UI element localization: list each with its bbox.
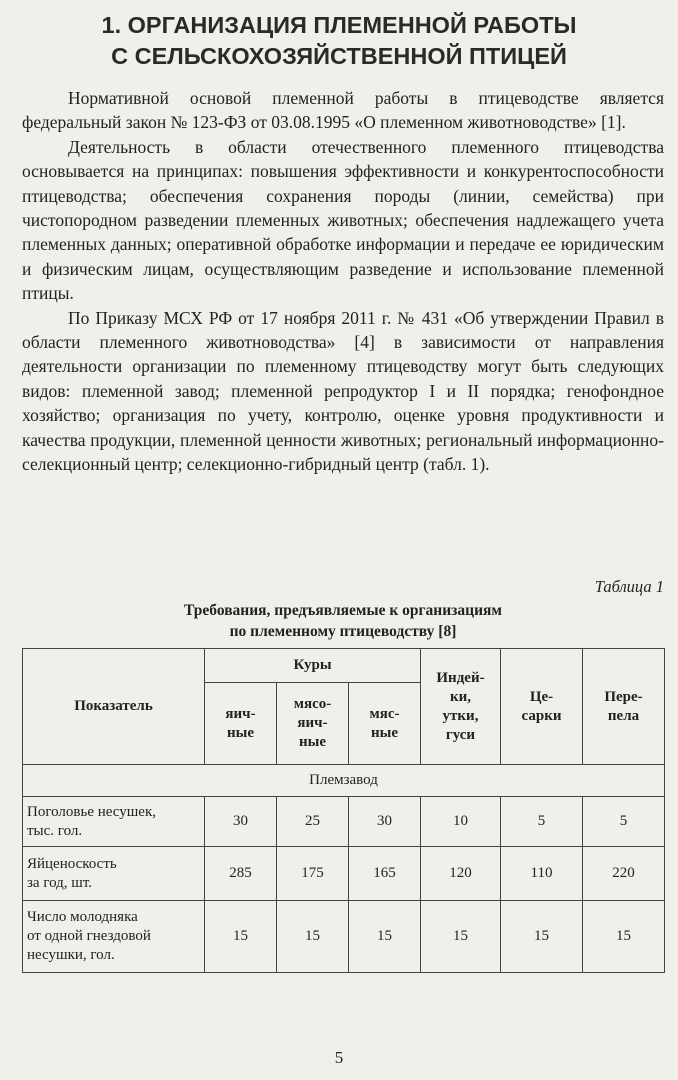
header-meat-egg-text: мясо- яич- ные — [293, 696, 332, 750]
header-turkeys-text: Индей- ки, утки, гуси — [436, 669, 485, 743]
header-meat-chickens — [349, 683, 421, 765]
table-cell: 120 — [421, 847, 501, 901]
table-cell: 15 — [349, 901, 421, 973]
requirements-table — [22, 648, 665, 973]
chapter-heading — [0, 10, 678, 72]
header-meat-egg-chickens — [277, 683, 349, 765]
body-text — [22, 86, 664, 477]
table-cell: 110 — [501, 847, 583, 901]
table-cell: 15 — [205, 901, 277, 973]
table-cell: 15 — [277, 901, 349, 973]
page-number: 5 — [334, 1048, 344, 1067]
header-turkeys-ducks-geese — [421, 649, 501, 765]
paragraph-2: Деятельность в области отечественного племенного птицеводства основывается на принципах: повышения эффективности и конкурентоспособности птицеводства; обеспечения сохранения породы (линии, семейства) при чистопородном разведении племенных животных; обеспечения надлежащего учета племенных данных; оперативной обработке информации и передаче ее юридическим и физическим лицам, осуществляющим разведение и использование племенной птицы. — [22, 136, 664, 304]
table-cell: 285 — [205, 847, 277, 901]
header-meat-text: мяс- ные — [369, 705, 400, 741]
row-label — [23, 847, 205, 901]
header-egg-chickens — [205, 683, 277, 765]
table-cell: 30 — [205, 797, 277, 847]
row-label-text: Яйценоскость за год, шт. — [27, 855, 117, 891]
header-guinea-fowl — [501, 649, 583, 765]
paragraph-1: Нормативной основой племенной работы в птицеводстве является федеральный закон № 123-ФЗ от 03.08.1995 «О племенном животноводстве» [1]. — [22, 88, 664, 133]
heading-line-2: С СЕЛЬСКОХОЗЯЙСТВЕННОЙ ПТИЦЕЙ — [111, 43, 567, 69]
table-row — [23, 901, 665, 973]
heading-line-1: 1. ОРГАНИЗАЦИЯ ПЛЕМЕННОЙ РАБОТЫ — [101, 12, 577, 38]
table-caption: Таблица 1 — [594, 577, 664, 596]
table-cell: 5 — [583, 797, 665, 847]
table-title — [22, 600, 664, 642]
table-title-line-1: Требования, предъявляемые к организациям — [184, 602, 502, 619]
table-title-line-2: по племенному птицеводству [8] — [229, 623, 457, 640]
table-row — [23, 797, 665, 847]
table-cell: 165 — [349, 847, 421, 901]
row-label-text: Число молодняка от одной гнездовой несушки, гол. — [27, 909, 151, 963]
row-label — [23, 797, 205, 847]
row-label — [23, 901, 205, 973]
table-cell: 5 — [501, 797, 583, 847]
table-cell: 25 — [277, 797, 349, 847]
row-label-text: Поголовье несушек, тыс. гол. — [27, 803, 156, 839]
section-row: Племзавод — [23, 765, 665, 797]
header-chickens: Куры — [205, 649, 421, 683]
table-cell: 15 — [583, 901, 665, 973]
header-quail — [583, 649, 665, 765]
table-cell: 30 — [349, 797, 421, 847]
header-quail-text: Пере- пела — [604, 688, 643, 724]
table-row — [23, 847, 665, 901]
paragraph-3: По Приказу МСХ РФ от 17 ноября 2011 г. № 431 «Об утверждении Правил в области племенного животноводства» [4] в зависимости от направления деятельности организации по племенному птицеводству могут быть следующих видов: племенной завод; племенной репродуктор I и II порядка; генофондное хозяйство; организация по учету, контролю, оценке уровня продуктивности и качества продукции, племенной ценности животных; региональный информационно-селекционный центр; селекционно-гибридный центр (табл. 1). — [22, 307, 664, 475]
header-egg-text: яич- ные — [225, 705, 256, 741]
table-cell: 15 — [421, 901, 501, 973]
table-cell: 220 — [583, 847, 665, 901]
header-indicator: Показатель — [23, 649, 205, 765]
table-cell: 175 — [277, 847, 349, 901]
table-cell: 10 — [421, 797, 501, 847]
table-cell: 15 — [501, 901, 583, 973]
header-guinea-text: Це- сарки — [521, 688, 562, 724]
